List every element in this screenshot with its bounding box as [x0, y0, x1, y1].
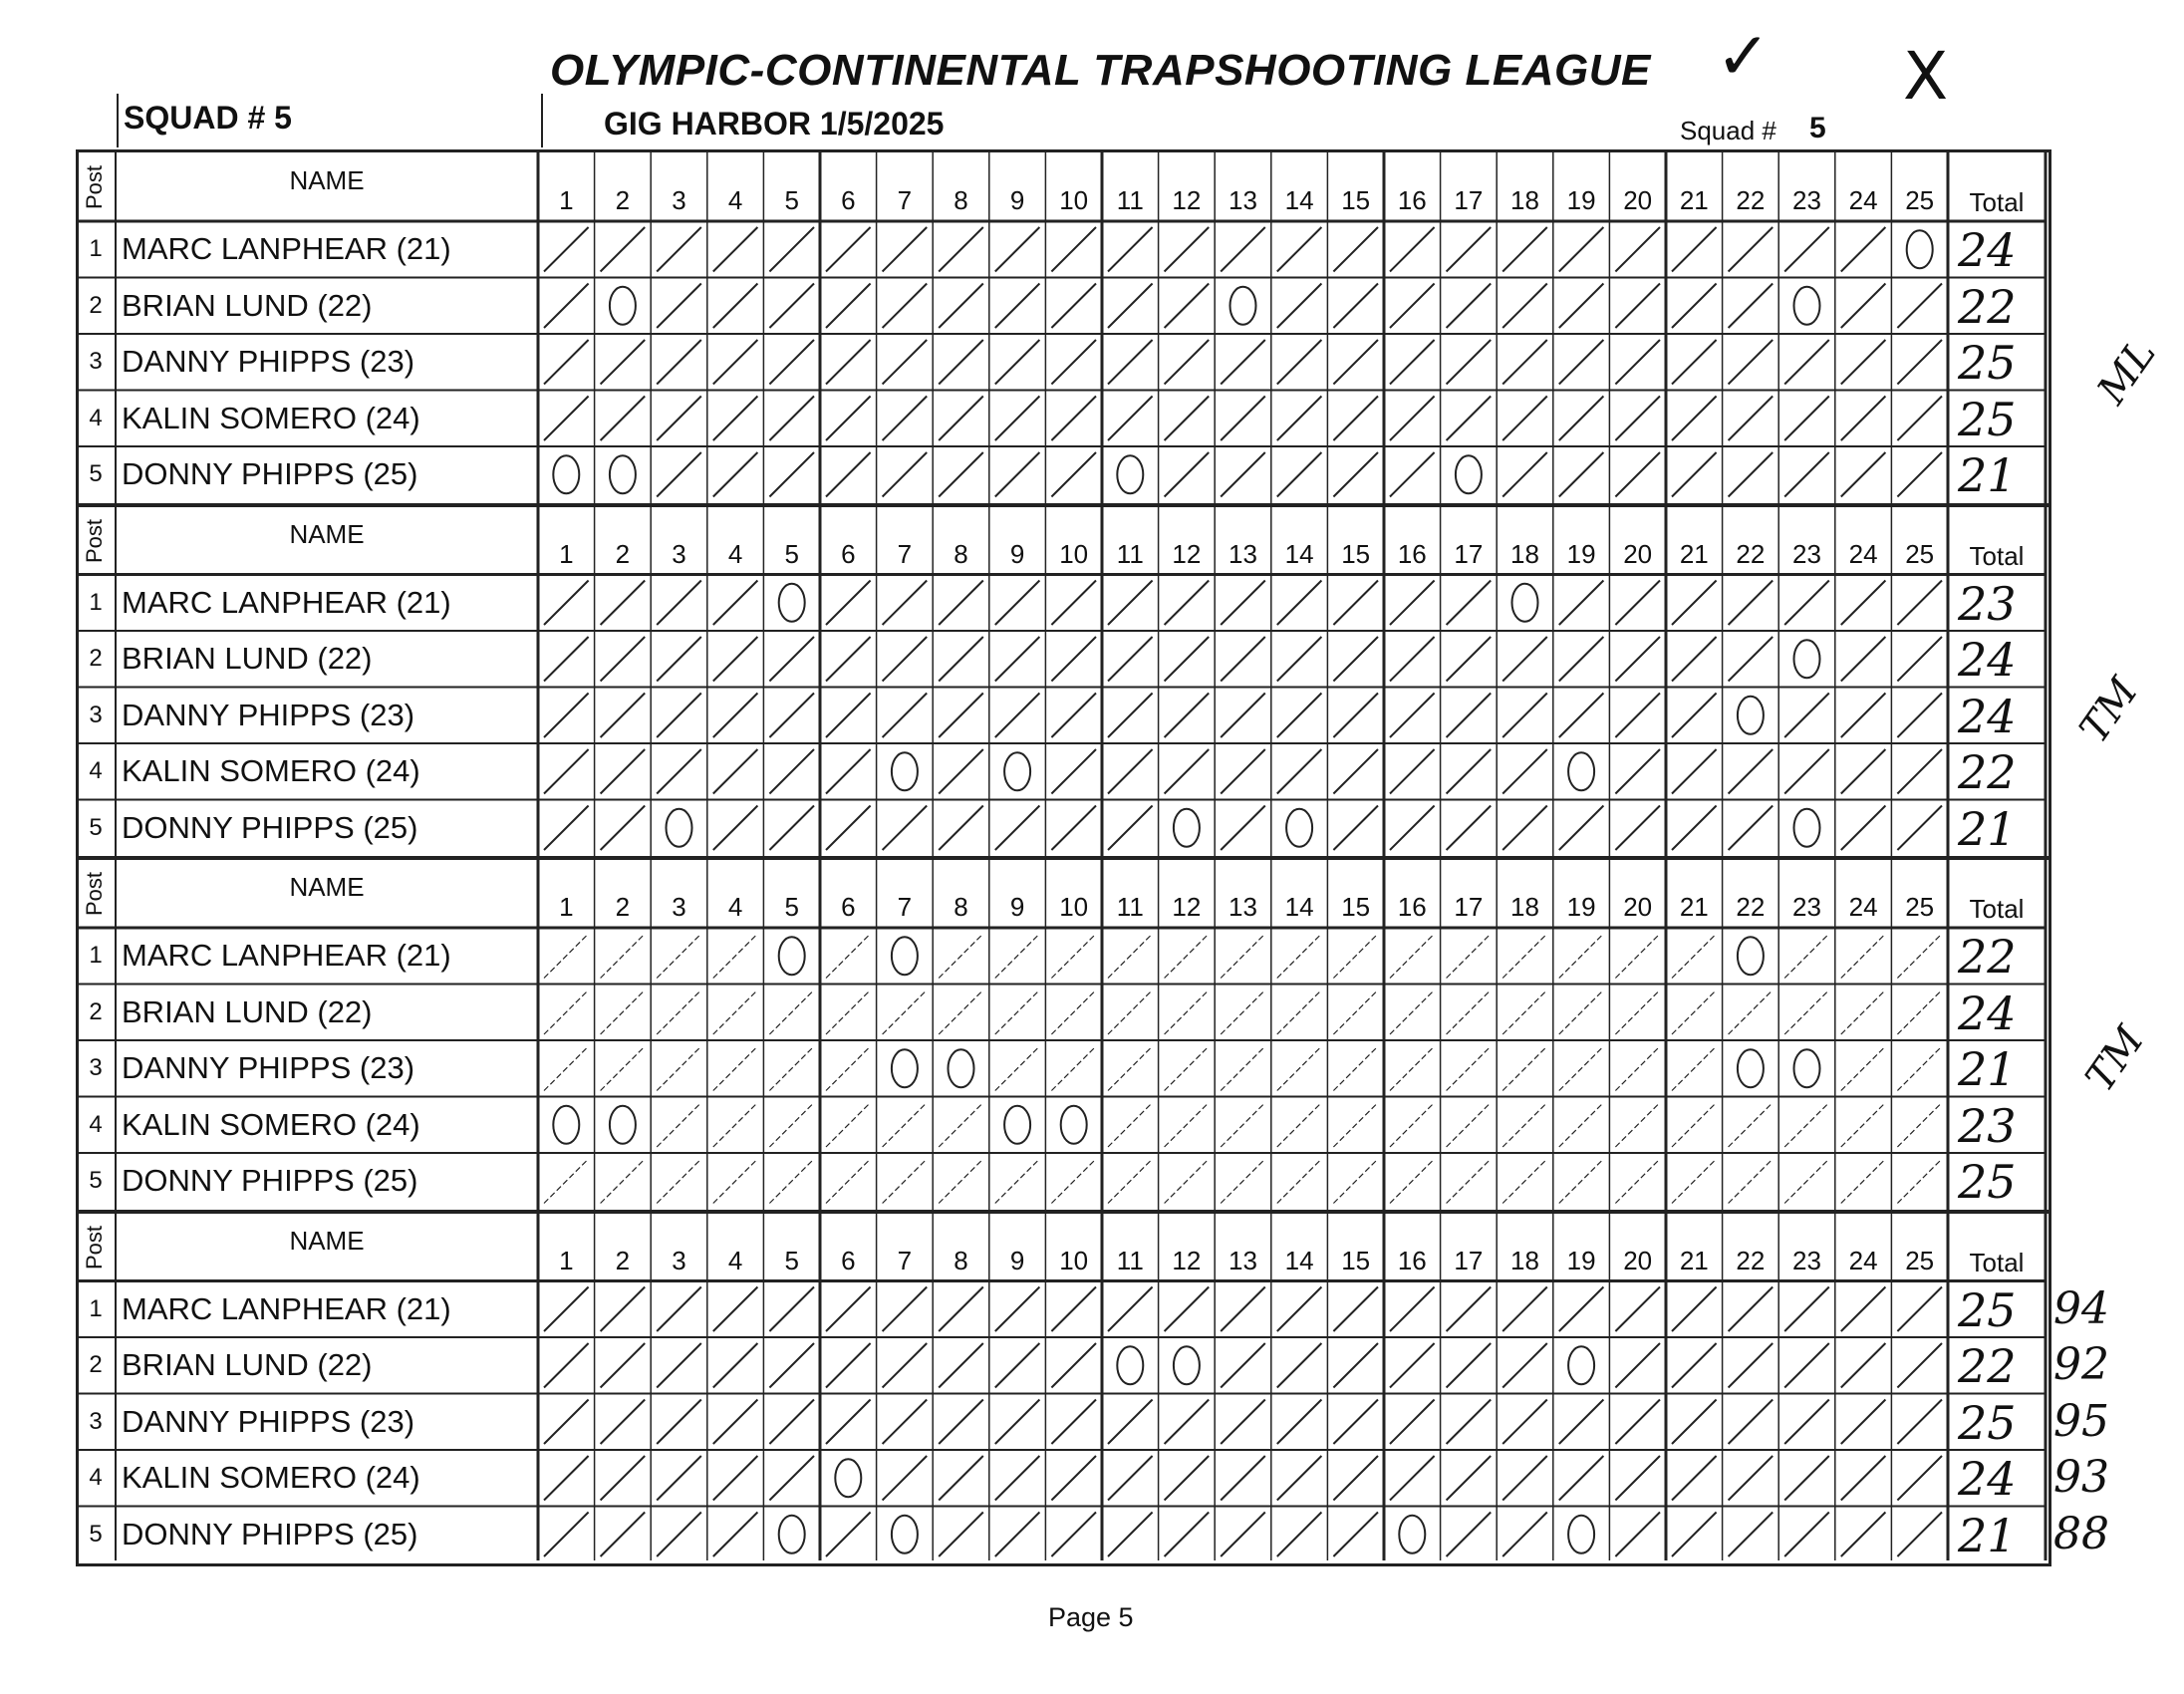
target-number: 18 — [1510, 892, 1539, 922]
target-number: 11 — [1116, 1245, 1144, 1275]
target-number: 4 — [727, 1245, 743, 1275]
target-number: 11 — [1116, 538, 1144, 569]
overall-total: 93 — [2053, 1452, 2109, 1503]
target-number: 19 — [1566, 185, 1596, 215]
target-number: 17 — [1454, 892, 1484, 922]
post-number: 4 — [89, 404, 103, 431]
shooter-name: BRIAN LUND (22) — [122, 287, 373, 323]
target-number: 18 — [1510, 1245, 1539, 1275]
target-number: 10 — [1059, 892, 1089, 922]
round-total: 22 — [1958, 1339, 2017, 1393]
target-number: 1 — [559, 538, 574, 569]
overall-total: 95 — [2053, 1395, 2109, 1447]
target-number: 15 — [1341, 1245, 1371, 1275]
round-total: 23 — [1958, 576, 2017, 631]
target-number: 12 — [1172, 538, 1202, 569]
target-number: 19 — [1566, 538, 1596, 569]
shooter-name: BRIAN LUND (22) — [122, 641, 373, 676]
target-number: 21 — [1679, 185, 1709, 215]
target-number: 16 — [1397, 1245, 1427, 1275]
target-number: 21 — [1679, 1245, 1709, 1275]
event-divider — [541, 94, 543, 147]
name-header: NAME — [289, 518, 365, 549]
target-number: 9 — [1009, 1245, 1025, 1275]
target-number: 24 — [1848, 1245, 1878, 1275]
target-number: 6 — [841, 1245, 856, 1275]
check-mark-icon: ✓ — [1716, 18, 1772, 95]
squad-label: SQUAD # 5 — [124, 100, 292, 136]
target-number: 24 — [1848, 892, 1878, 922]
target-number: 10 — [1059, 185, 1089, 215]
post-header: Post — [82, 871, 107, 916]
target-number: 20 — [1623, 185, 1653, 215]
league-title: OLYMPIC-CONTINENTAL TRAPSHOOTING LEAGUE — [550, 46, 1651, 95]
target-number: 17 — [1454, 538, 1484, 569]
page-number: Page 5 — [1048, 1602, 1134, 1632]
target-number: 16 — [1397, 538, 1427, 569]
target-number: 3 — [672, 892, 686, 922]
overall-total: 94 — [2053, 1282, 2109, 1334]
target-number: 19 — [1566, 1245, 1596, 1275]
target-number: 7 — [897, 1245, 913, 1275]
target-number: 5 — [784, 185, 799, 215]
round-total: 22 — [1958, 279, 2017, 334]
name-header: NAME — [289, 1225, 365, 1256]
target-number: 5 — [784, 1245, 799, 1275]
post-number: 5 — [89, 1167, 103, 1194]
shooter-name: MARC LANPHEAR (21) — [122, 584, 451, 620]
target-number: 20 — [1623, 1245, 1653, 1275]
shooter-name: DANNY PHIPPS (23) — [122, 1050, 415, 1085]
post-number: 4 — [89, 1110, 103, 1138]
shooter-name: KALIN SOMERO (24) — [122, 1460, 420, 1495]
target-number: 20 — [1623, 892, 1653, 922]
target-number: 25 — [1905, 892, 1935, 922]
round-total: 25 — [1958, 392, 2017, 446]
target-number: 25 — [1905, 185, 1935, 215]
target-number: 2 — [615, 1245, 631, 1275]
post-number: 2 — [89, 1351, 103, 1378]
target-number: 12 — [1172, 185, 1202, 215]
total-header: Total — [1969, 894, 2025, 924]
round-total: 24 — [1958, 1452, 2017, 1506]
shooter-name: KALIN SOMERO (24) — [122, 753, 420, 788]
shooter-name: DONNY PHIPPS (25) — [122, 809, 418, 845]
target-number: 2 — [615, 185, 631, 215]
post-number: 4 — [89, 757, 103, 784]
x-mark-icon: X — [1903, 38, 1949, 115]
round-total: 24 — [1958, 633, 2017, 687]
total-header: Total — [1969, 1247, 2025, 1277]
round-total: 21 — [1958, 448, 2017, 502]
target-number: 17 — [1454, 185, 1484, 215]
target-number: 23 — [1792, 1245, 1821, 1275]
target-number: 21 — [1679, 892, 1709, 922]
target-number: 6 — [841, 185, 856, 215]
post-number: 1 — [89, 942, 103, 969]
total-header: Total — [1969, 540, 2025, 571]
post-number: 2 — [89, 645, 103, 672]
target-number: 9 — [1009, 892, 1025, 922]
post-number: 3 — [89, 348, 103, 375]
round-total: 21 — [1958, 1508, 2017, 1562]
overall-total: 92 — [2053, 1339, 2109, 1390]
shooter-name: DANNY PHIPPS (23) — [122, 697, 415, 732]
target-number: 16 — [1397, 185, 1427, 215]
target-number: 12 — [1172, 892, 1202, 922]
target-number: 8 — [954, 892, 968, 922]
post-number: 3 — [89, 701, 103, 728]
squad-number-value: 5 — [1809, 112, 1826, 144]
squad-divider — [117, 94, 119, 147]
name-header: NAME — [289, 165, 365, 195]
target-number: 10 — [1059, 538, 1089, 569]
target-number: 18 — [1510, 538, 1539, 569]
target-number: 14 — [1284, 1245, 1314, 1275]
target-number: 24 — [1848, 538, 1878, 569]
target-number: 7 — [897, 185, 913, 215]
shooter-name: MARC LANPHEAR (21) — [122, 1290, 451, 1326]
target-number: 15 — [1341, 538, 1371, 569]
shooter-name: BRIAN LUND (22) — [122, 993, 373, 1029]
post-number: 1 — [89, 235, 103, 262]
squad-number-label: Squad # — [1680, 116, 1776, 145]
shooter-name: DONNY PHIPPS (25) — [122, 456, 418, 491]
scorer-initials: TM — [2076, 1018, 2154, 1100]
post-number: 5 — [89, 813, 103, 841]
post-number: 1 — [89, 588, 103, 616]
target-number: 4 — [727, 185, 743, 215]
target-number: 3 — [672, 1245, 686, 1275]
target-number: 20 — [1623, 538, 1653, 569]
target-number: 12 — [1172, 1245, 1202, 1275]
target-number: 7 — [897, 538, 913, 569]
target-number: 1 — [559, 1245, 574, 1275]
post-number: 1 — [89, 1294, 103, 1322]
target-number: 8 — [954, 1245, 968, 1275]
post-number: 5 — [89, 460, 103, 487]
shooter-name: DANNY PHIPPS (23) — [122, 344, 415, 379]
target-number: 18 — [1510, 185, 1539, 215]
post-number: 4 — [89, 1464, 103, 1491]
target-number: 8 — [954, 538, 968, 569]
score-sheet — [76, 149, 2165, 1562]
target-number: 3 — [672, 538, 686, 569]
round-total: 25 — [1958, 1282, 2017, 1337]
shooter-name: MARC LANPHEAR (21) — [122, 231, 451, 266]
target-number: 6 — [841, 538, 856, 569]
target-number: 10 — [1059, 1245, 1089, 1275]
round-total: 21 — [1958, 801, 2017, 856]
target-number: 11 — [1116, 185, 1144, 215]
round-total: 25 — [1958, 1155, 2017, 1209]
target-number: 3 — [672, 185, 686, 215]
round-total: 22 — [1958, 930, 2017, 984]
target-number: 13 — [1228, 538, 1257, 569]
target-number: 13 — [1228, 892, 1257, 922]
name-header: NAME — [289, 872, 365, 902]
target-number: 1 — [559, 185, 574, 215]
scorer-initials: ML — [2088, 331, 2165, 413]
post-header: Post — [82, 1225, 107, 1270]
round-total: 22 — [1958, 745, 2017, 799]
target-number: 23 — [1792, 185, 1821, 215]
round-total: 24 — [1958, 223, 2017, 277]
target-number: 14 — [1284, 185, 1314, 215]
target-number: 22 — [1736, 185, 1766, 215]
scorer-initials: TM — [2070, 670, 2148, 751]
shooter-name: MARC LANPHEAR (21) — [122, 938, 451, 973]
target-number: 22 — [1736, 892, 1766, 922]
post-number: 2 — [89, 291, 103, 319]
target-number: 4 — [727, 892, 743, 922]
target-number: 9 — [1009, 185, 1025, 215]
post-header: Post — [82, 164, 107, 209]
shooter-name: DANNY PHIPPS (23) — [122, 1403, 415, 1439]
target-number: 2 — [615, 538, 631, 569]
target-number: 8 — [954, 185, 968, 215]
target-number: 13 — [1228, 185, 1257, 215]
shooter-name: KALIN SOMERO (24) — [122, 1106, 420, 1142]
shooter-name: KALIN SOMERO (24) — [122, 400, 420, 435]
target-number: 24 — [1848, 185, 1878, 215]
target-number: 25 — [1905, 1245, 1935, 1275]
target-number: 22 — [1736, 538, 1766, 569]
target-number: 21 — [1679, 538, 1709, 569]
post-number: 3 — [89, 1054, 103, 1081]
target-number: 13 — [1228, 1245, 1257, 1275]
target-number: 25 — [1905, 538, 1935, 569]
target-number: 4 — [727, 538, 743, 569]
target-number: 14 — [1284, 892, 1314, 922]
target-number: 19 — [1566, 892, 1596, 922]
post-number: 3 — [89, 1407, 103, 1435]
shooter-name: DONNY PHIPPS (25) — [122, 1516, 418, 1552]
round-total: 21 — [1958, 1042, 2017, 1096]
total-header: Total — [1969, 187, 2025, 217]
target-number: 5 — [784, 892, 799, 922]
target-number: 2 — [615, 892, 631, 922]
target-number: 15 — [1341, 892, 1371, 922]
target-number: 6 — [841, 892, 856, 922]
round-total: 25 — [1958, 1395, 2017, 1450]
target-number: 9 — [1009, 538, 1025, 569]
post-number: 5 — [89, 1520, 103, 1548]
target-number: 11 — [1116, 892, 1144, 922]
target-number: 23 — [1792, 538, 1821, 569]
post-number: 2 — [89, 997, 103, 1025]
overall-total: 88 — [2053, 1508, 2109, 1559]
target-number: 23 — [1792, 892, 1821, 922]
target-number: 1 — [559, 892, 574, 922]
target-number: 15 — [1341, 185, 1371, 215]
target-number: 16 — [1397, 892, 1427, 922]
post-header: Post — [82, 518, 107, 563]
round-total: 24 — [1958, 986, 2017, 1040]
round-total: 25 — [1958, 336, 2017, 390]
round-total: 23 — [1958, 1098, 2017, 1153]
target-number: 22 — [1736, 1245, 1766, 1275]
event-label: GIG HARBOR 1/5/2025 — [604, 106, 945, 141]
target-number: 5 — [784, 538, 799, 569]
shooter-name: BRIAN LUND (22) — [122, 1347, 373, 1382]
target-number: 17 — [1454, 1245, 1484, 1275]
target-number: 7 — [897, 892, 913, 922]
shooter-name: DONNY PHIPPS (25) — [122, 1163, 418, 1198]
round-total: 24 — [1958, 689, 2017, 743]
target-number: 14 — [1284, 538, 1314, 569]
